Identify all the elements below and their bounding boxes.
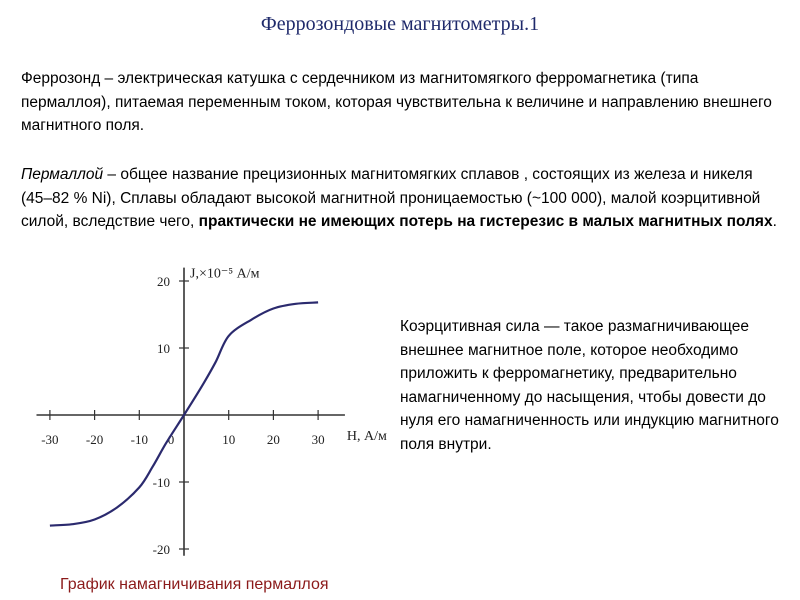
x-tick-label: 30 [311, 432, 325, 447]
y-tick-label: 20 [157, 274, 170, 289]
coercive-force-definition: Коэрцитивная сила — такое размагничивающее внешнее магнитное поле, которое необходимо приложить к ферромагнетику, предварительно намагниченному до насыщения, чтобы довести до нуля его намагниченность или индукцию магнитного поля внутри. [400, 318, 779, 453]
ferrozond-definition [21, 67, 781, 138]
x-tick-label: 10 [222, 432, 236, 447]
slide-title: Феррозондовые магнитометры.1 [260, 13, 540, 35]
x-tick-label: -10 [130, 432, 148, 447]
permalloy-bold-text: практически не имеющих потерь на гистерезис в малых магнитных полях [198, 213, 773, 230]
magnetization-chart [0, 255, 390, 575]
ferrozond-text: – электрическая катушка с сердечником из магнитомягкого ферромагнетика (типа пермаллоя), питаемая переменным током, которая чувствительна к величине и направлению внешнего магнитного поля. [21, 70, 772, 134]
permalloy-term: Пермаллой [21, 166, 104, 183]
permalloy-end: . [772, 213, 777, 230]
y-tick-label: 10 [157, 341, 170, 356]
permalloy-text: – общее название прецизионных магнитомягких сплавов , состоящих из железа и никеля (45–82 % Ni), Сплавы обладают высокой магнитной проницаемостью (~100 000), малой коэрцитивной силой, вследствие чего, [21, 166, 761, 230]
x-tick-label: -20 [85, 432, 104, 447]
y-tick-label: -10 [152, 475, 170, 490]
permalloy-definition [21, 163, 781, 234]
x-tick-label: -30 [41, 432, 59, 447]
x-tick-label: 0 [167, 432, 175, 447]
x-axis-label: H, А/м [346, 429, 387, 444]
y-tick-label: -20 [152, 542, 170, 557]
ferrozond-term: Феррозонд [21, 70, 101, 87]
chart-caption: График намагничивания пермаллоя [60, 576, 329, 593]
y-axis-label: J,×10⁻⁵ А/м [190, 266, 260, 282]
chart-axes [36, 268, 344, 556]
x-tick-label: 20 [266, 432, 280, 447]
chart-ticks [41, 267, 387, 557]
